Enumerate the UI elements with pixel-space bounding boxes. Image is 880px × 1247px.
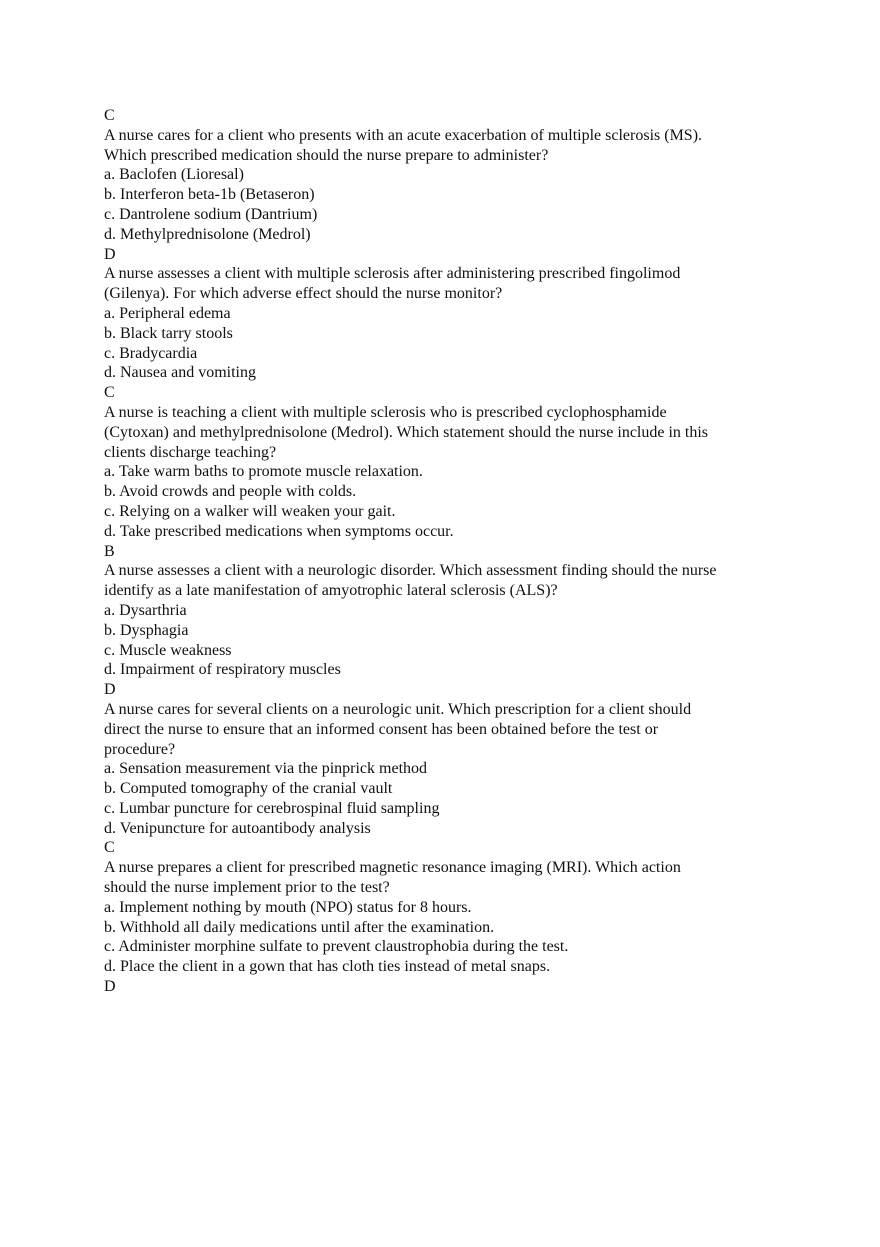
answer-key: B (104, 542, 115, 560)
answer-option: b. Interferon beta-1b (Betaseron) (104, 186, 315, 204)
answer-option: a. Dysarthria (104, 601, 187, 619)
answer-option: d. Nausea and vomiting (104, 364, 256, 382)
question-stem-line: A nurse assesses a client with a neurologic disorder. Which assessment finding should the nurse (104, 562, 717, 580)
answer-option: c. Bradycardia (104, 344, 198, 362)
question-block (104, 264, 784, 403)
answer-key: D (104, 681, 116, 699)
answer-option: c. Muscle weakness (104, 641, 232, 659)
answer-key: D (104, 245, 116, 263)
answer-option: b. Avoid crowds and people with colds. (104, 483, 357, 501)
answer-option: a. Baclofen (Lioresal) (104, 166, 244, 184)
answer-option: c. Relying on a walker will weaken your gait. (104, 502, 396, 520)
answer-option: a. Peripheral edema (104, 304, 231, 322)
question-block (104, 126, 784, 265)
answer-option: b. Computed tomography of the cranial vault (104, 780, 393, 798)
question-stem-line: A nurse cares for a client who presents with an acute exacerbation of multiple sclerosis (MS). (104, 126, 703, 144)
answer-option: d. Methylprednisolone (Medrol) (104, 225, 311, 243)
question-block (104, 561, 784, 700)
question-block (104, 700, 784, 858)
question-stem-line: clients discharge teaching? (104, 443, 277, 461)
question-stem-line: A nurse is teaching a client with multiple sclerosis who is prescribed cyclophosphamide (104, 403, 667, 421)
question-stem-line: A nurse prepares a client for prescribed magnetic resonance imaging (MRI). Which action (104, 859, 681, 877)
question-block (104, 403, 784, 561)
question-block (104, 858, 784, 997)
question-stem-line: Which prescribed medication should the nurse prepare to administer? (104, 146, 549, 164)
question-list (104, 126, 784, 997)
answer-key: C (104, 384, 115, 402)
answer-option: c. Administer morphine sulfate to prevent claustrophobia during the test. (104, 938, 569, 956)
answer-option: a. Sensation measurement via the pinprick method (104, 760, 428, 778)
answer-option: a. Implement nothing by mouth (NPO) status for 8 hours. (104, 898, 472, 916)
answer-option: d. Venipuncture for autoantibody analysis (104, 819, 371, 837)
question-stem-line: A nurse cares for several clients on a neurologic unit. Which prescription for a client should (104, 700, 692, 718)
answer-option: c. Dantrolene sodium (Dantrium) (104, 205, 318, 223)
answer-option: c. Lumbar puncture for cerebrospinal fluid sampling (104, 799, 440, 817)
question-stem-line: should the nurse implement prior to the test? (104, 879, 390, 897)
document-page (104, 106, 784, 997)
answer-option: b. Dysphagia (104, 621, 189, 639)
question-stem-line: direct the nurse to ensure that an informed consent has been obtained before the test or (104, 720, 659, 738)
question-stem-line: A nurse assesses a client with multiple sclerosis after administering prescribed fingolimod (104, 265, 681, 283)
answer-option: b. Black tarry stools (104, 324, 233, 342)
question-stem-line: identify as a late manifestation of amyotrophic lateral sclerosis (ALS)? (104, 582, 558, 600)
answer-option: b. Withhold all daily medications until after the examination. (104, 918, 495, 936)
question-stem-line: (Cytoxan) and methylprednisolone (Medrol). Which statement should the nurse include in this (104, 423, 709, 441)
question-stem-line: procedure? (104, 740, 176, 758)
answer-option: d. Take prescribed medications when symptoms occur. (104, 522, 454, 540)
answer-option: a. Take warm baths to promote muscle relaxation. (104, 463, 423, 481)
answer-key: C (104, 107, 115, 124)
answer-option: d. Place the client in a gown that has cloth ties instead of metal snaps. (104, 958, 551, 976)
answer-key: D (104, 978, 116, 996)
answer-option: d. Impairment of respiratory muscles (104, 661, 341, 679)
question-stem-line: (Gilenya). For which adverse effect should the nurse monitor? (104, 285, 503, 303)
answer-key: C (104, 839, 115, 857)
